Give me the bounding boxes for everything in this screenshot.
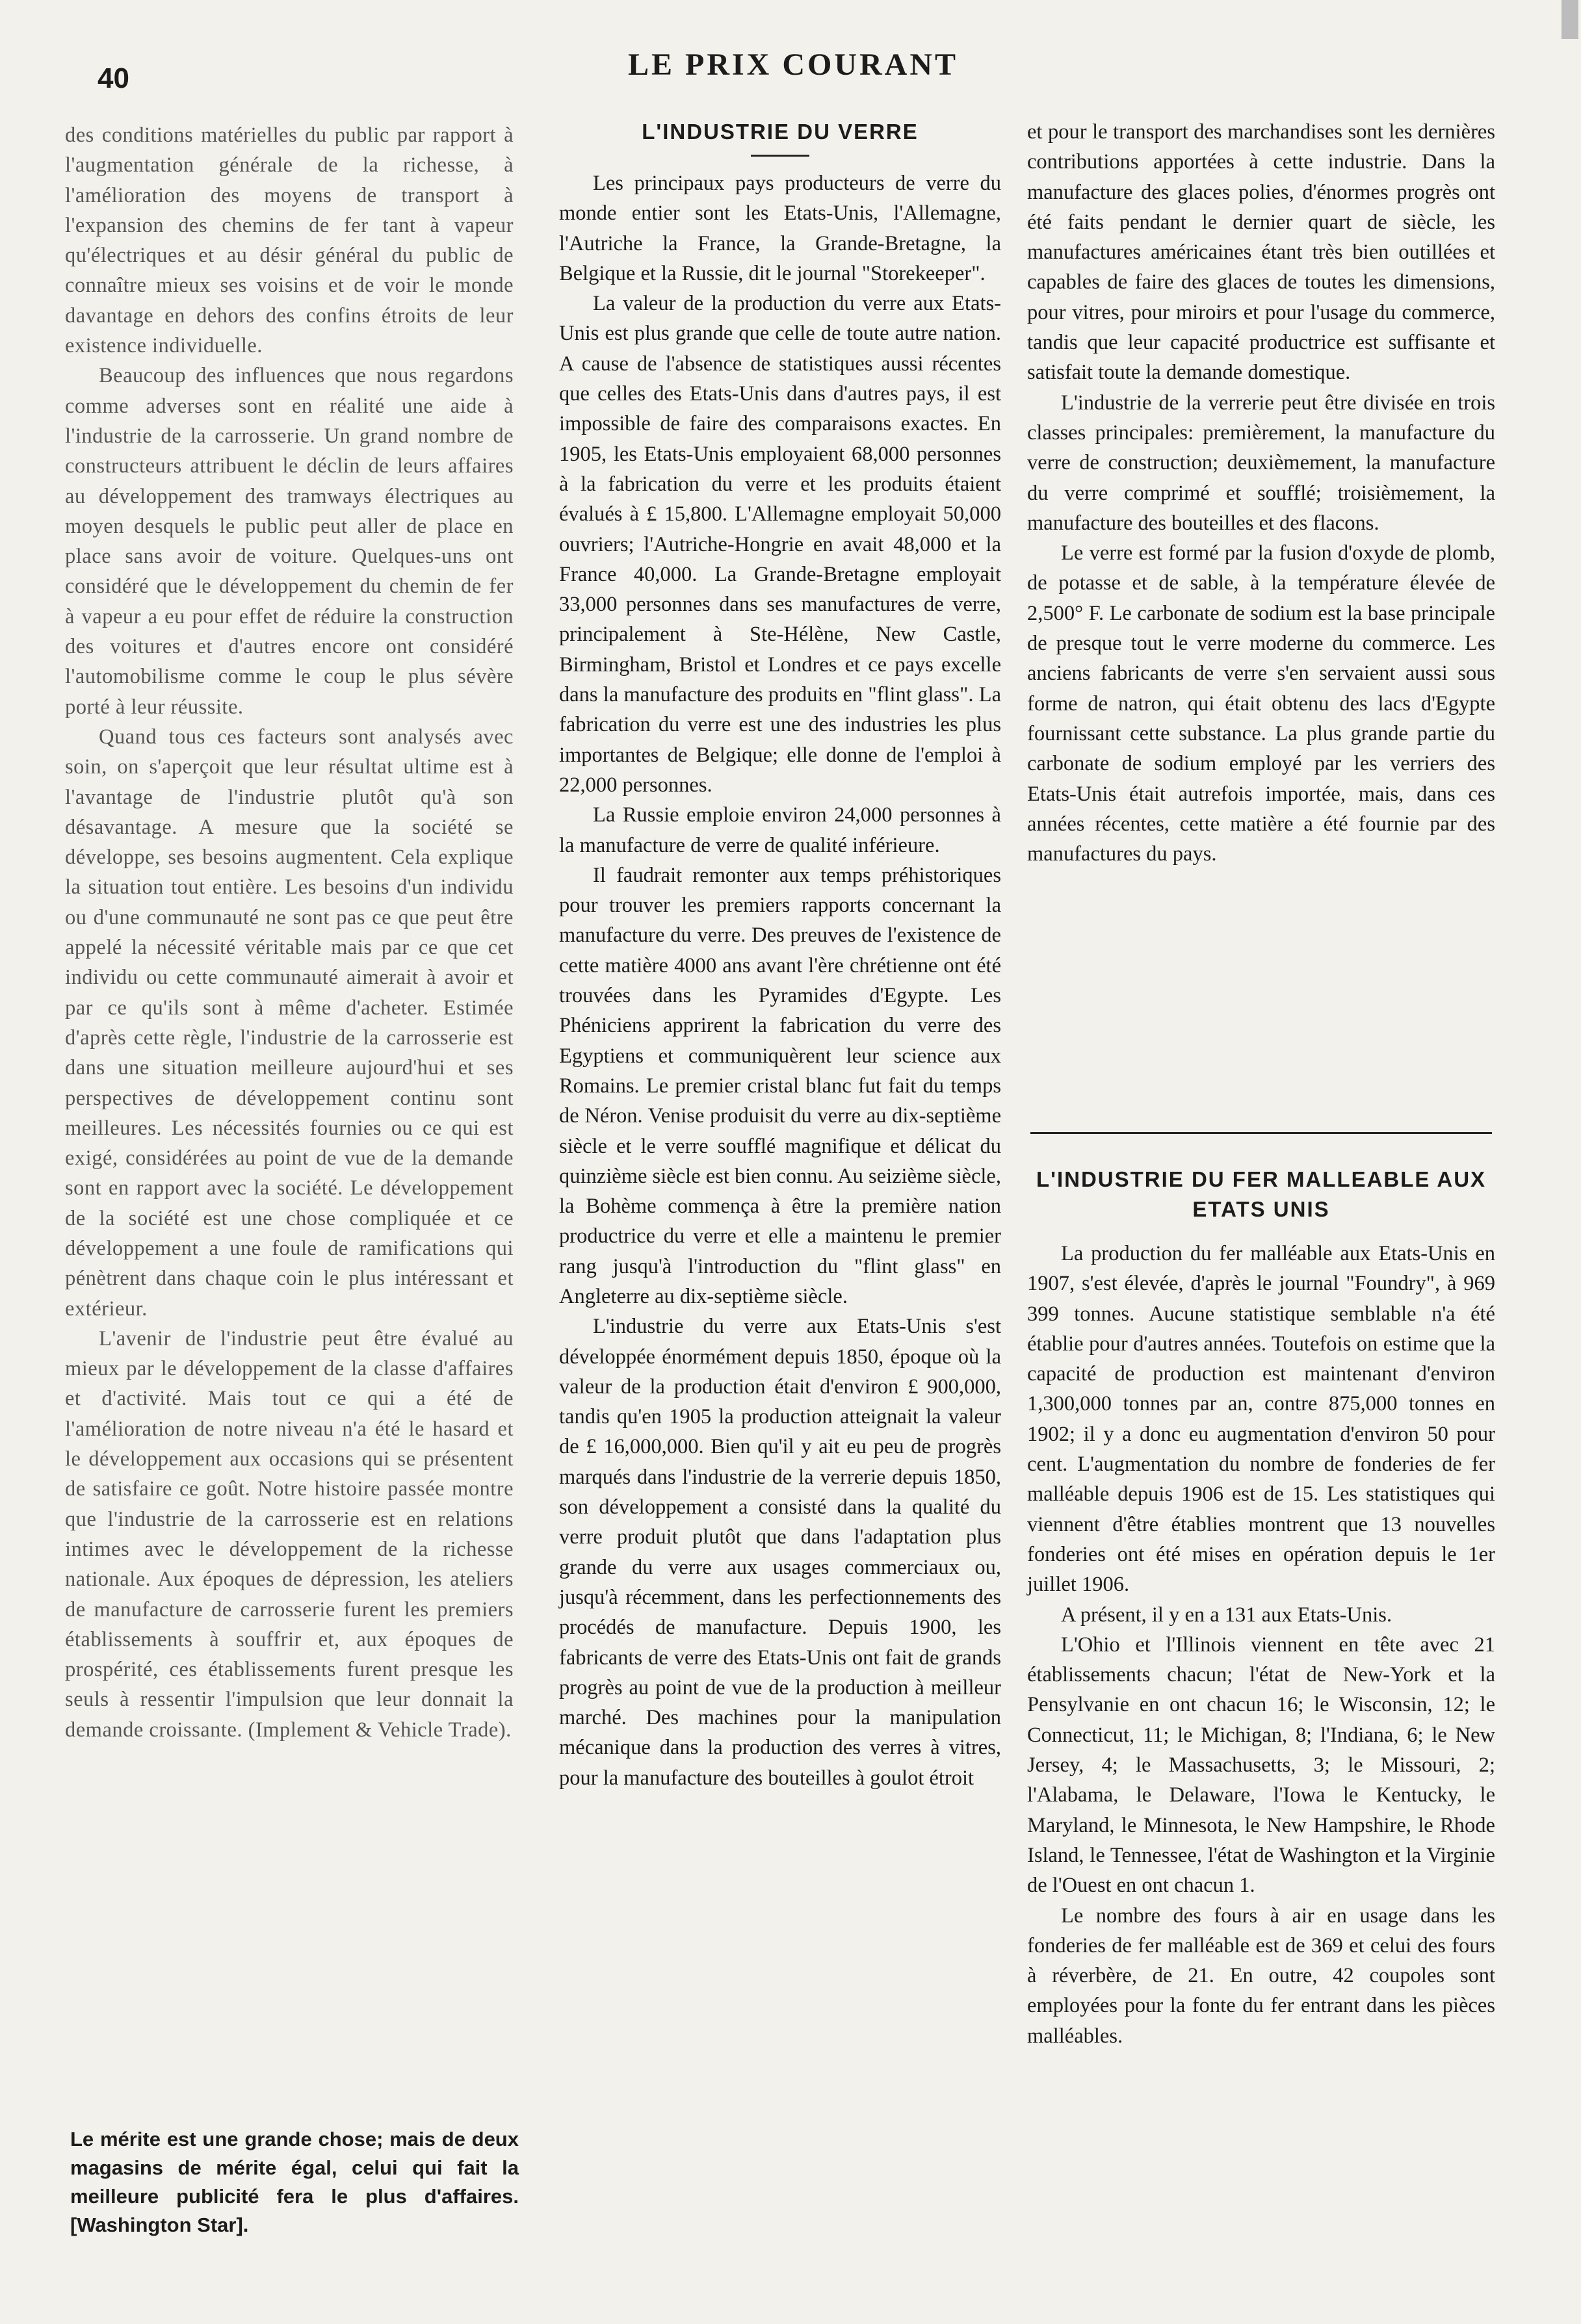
middle-paragraph-2: La valeur de la production du verre aux Etats-Unis est plus grande que celle de toute autre nation. A cause de l'absence de statistiques aussi récentes que celles des Etats-Unis dans d'autres pays, il est impossible de faire des comparaisons exactes. En 1905, les Etats-Unis employaient 68,000 personnes à la fabrication du verre et les produits étaient évalués à £ 15,800. L'Allemagne employait 50,000 ouvriers; l'Autriche-Hongrie en avait 48,000 et la France 40,000. La Grande-Bretagne employait 33,000 personnes dans ses manufactures de verre, principalement à Ste-Hélène, New Castle, Birmingham, Bristol et Londres et ce pays excelle dans la manufacture des produits en "flint glass". La fabrication du verre est une des industries les plus importantes de Belgique; elle donne de l'emploi à 22,000 personnes. [559, 292, 1001, 797]
left-paragraph-2: Beaucoup des influences que nous regardons comme adverses sont en réalité une aide à l'industrie de la carrosserie. Un grand nombre de constructeurs attribuent le déclin de leurs affaires au développement des tramways électriques au moyen desquels le public peut aller de place en place sans avoir de voiture. Quelques-uns ont considéré que le développement du chemin de fer à vapeur a eu pour effet de réduire la construction des voitures et d'autres encore ont considéré l'automobilisme comme le coup le plus sévère porté à leur réussite. [65, 364, 514, 719]
title-rule [751, 155, 809, 157]
right-paragraph-3: Le verre est formé par la fusion d'oxyde de plomb, de potasse et de sable, à la température élevée de 2,500° F. Le carbonate de sodium est la base principale de presque tout le verre moderne du commerce. Les anciens fabricants de verre s'en servaient aussi sous forme de natron, qui était obtenu des lacs d'Egypte fournissant cette substance. La plus grande partie du carbonate de sodium employé par les verriers des Etats-Unis était autrefois importée, mais, dans ces années récentes, cette matière a été fournie par des manufactures du pays. [1027, 541, 1495, 866]
left-paragraph-3: Quand tous ces facteurs sont analysés avec soin, on s'aperçoit que leur résultat ultime est à l'avantage de l'industrie plutôt qu'à son désavantage. A mesure que la société se développe, ses besoins augmentent. Cela explique la situation tout entière. Les besoins d'un individu ou d'une communauté ne sont pas ce que peut être appelé la nécessité véritable mais par ce que cet individu ou cette communauté aimerait à avoir et par ce qu'ils sont à même d'acheter. Estimée d'après cette règle, l'industrie de la carrosserie est dans une situation meilleure aujourd'hui et ses perspectives de développement continu sont meilleures. Les nécessités fournies ou ce qui est exigé, considérées au point de vue de la demande sont en rapport avec la société. Le développement de la société est une chose compliquée et ce développement a une foule de ramifications qui pénètrent dans chaque coin le plus intéressant et extérieur. [65, 725, 514, 1321]
article-title-verre: L'INDUSTRIE DU VERRE [642, 120, 919, 144]
right-paragraph-2: L'industrie de la verrerie peut être divisée en trois classes principales: premièrement, la manufacture du verre de construction; deuxièmement, la manufacture du verre comprimé et soufflé; troisièmement, la manufacture des bouteilles et des flacons. [1027, 391, 1495, 535]
middle-paragraph-4: Il faudrait remonter aux temps préhistoriques pour trouver les premiers rapports concernant la manufacture du verre. Des preuves de l'existence de cette matière 4000 ans avant l'ère chrétienne ont été trouvées dans les Pyramides d'Egypte. Les Phéniciens apprirent la fabrication du verre des Egyptiens et communiquèrent leur science aux Romains. Le premier cristal blanc fut fait du temps de Néron. Venise produisit du verre au dix-septième siècle et le verre soufflé magnifique et délicat du quinzième siècle est bien connu. Au seizième siècle, la Bohème commença à être la première nation productrice du verre et elle a maintenu le premier rang jusqu'à l'introduction du "flint glass" en Angleterre au dix-septième siècle. [559, 863, 1001, 1308]
page-edge-mark [1561, 0, 1578, 39]
page-number: 40 [98, 62, 129, 94]
left-column [65, 120, 514, 1745]
section-divider [1030, 1132, 1492, 1134]
right-section-paragraph-3: L'Ohio et l'Illinois viennent en tête avec 21 établissements chacun; l'état de New-York et la Pensylvanie en ont chacun 16; le Wisconsin, 12; le Connecticut, 11; le Michigan, 8; l'Indiana, 6; le New Jersey, 4; le Massachusetts, 3; le Missouri, 2; l'Alabama, le Delaware, l'Iowa le Kentucky, le Maryland, le Minnesota, le New Hampshire, le Rhode Island, le Tennessee, l'état de Washington et la Virginie de l'Ouest en ont chacun 1. [1027, 1633, 1495, 1898]
left-paragraph-1: des conditions matérielles du public par rapport à l'augmentation générale de la richesse, à l'amélioration des moyens de transport à l'expansion des chemins de fer tant à vapeur qu'électriques et au désir général du public de connaître mieux ses voisins et de voir le monde davantage en dehors des confins étroits de leur existence individuelle. [65, 123, 514, 358]
right-paragraph-1: et pour le transport des marchandises sont les dernières contributions apportées à cette industrie. Dans la manufacture des glaces polies, d'énormes progrès ont été faits pendant le dernier quart de siècle, les manufactures américaines étant très bien outillées et capables de faire des glaces de toutes les dimensions, pour vitres, pour miroirs et pour l'usage du commerce, tandis que leur capacité productrice est suffisante et satisfait toute la demande domestique. [1027, 120, 1495, 385]
right-section-paragraph-2: A présent, il y en a 131 aux Etats-Unis. [1061, 1603, 1392, 1627]
middle-column [559, 117, 1001, 1793]
middle-paragraph-3: La Russie emploie environ 24,000 personnes à la manufacture de verre de qualité inférieure. [559, 803, 1001, 857]
middle-paragraph-1: Les principaux pays producteurs de verre du monde entier sont les Etats-Unis, l'Allemagne, l'Autriche la France, la Grande-Bretagne, la Belgique et la Russie, dit le journal "Storekeeper". [559, 172, 1001, 285]
quote-box: Le mérite est une grande chose; mais de deux magasins de mérite égal, celui qui fait la meilleure publicité fera le plus d'affaires. [Washington Star]. [70, 2128, 519, 2236]
middle-paragraph-5: L'industrie du verre aux Etats-Unis s'est développée énormément depuis 1850, époque où la valeur de la production était d'environ £ 900,000, tandis qu'en 1905 la production atteignait la valeur de £ 16,000,000. Bien qu'il y ait eu peu de progrès marqués dans l'industrie de la verrerie depuis 1850, son développement a consisté dans la qualité du verre produit plutôt que dans l'adaptation plus grande du verre aux usages commerciaux ou, jusqu'à récemment, dans les perfectionnements des procédés de manufacture. Depuis 1900, les fabricants de verre des Etats-Unis ont fait de grands progrès au point de vue de la production à meilleur marché. Des machines pour la manipulation mécanique dans la production des verres à vitres, pour la manufacture des bouteilles à goulot étroit [559, 1315, 1001, 1790]
right-column [1027, 117, 1495, 869]
right-column-section [1027, 1149, 1495, 2051]
masthead: LE PRIX COURANT [627, 47, 959, 82]
article-title-fer: L'INDUSTRIE DU FER MALLEABLE AUX ETATS UNIS [1036, 1167, 1487, 1221]
left-paragraph-4: L'avenir de l'industrie peut être évalué au mieux par le développement de la classe d'affaires et d'activité. Mais tout ce qui a été de l'amélioration de notre niveau n'a été le hasard et le développement aux occasions qui se présentent de satisfaire ce goût. Notre histoire passée montre que l'industrie de la carrosserie est en relations intimes avec le développement de la richesse nationale. Aux époques de dépression, les ateliers de manufacture de carrosserie furent les premiers établissements à souffrir et, aux époques de prospérité, ces établissements furent presque les seuls à ressentir l'impulsion que leur donnait la demande croissante. (Implement & Vehicle Trade). [65, 1326, 514, 1742]
right-section-paragraph-1: La production du fer malléable aux Etats-Unis en 1907, s'est élevée, d'après le journal "Foundry", à 969 399 tonnes. Aucune statistique semblable n'a été établie pour d'autres années. Toutefois on estime que la capacité de production est maintenant d'environ 1,300,000 tonnes par an, contre 875,000 tonnes en 1902; il y a donc eu augmentation d'environ 50 pour cent. L'augmentation du nombre de fonderies de fer malléable depuis 1906 est de 15. Les statistiques qui viennent d'être établies montrent que 13 nouvelles fonderies ont été mises en opération depuis le 1er juillet 1906. [1027, 1242, 1495, 1597]
right-section-paragraph-4: Le nombre des fours à air en usage dans les fonderies de fer malléable est de 369 et celui des fours à réverbère, de 21. En outre, 42 coupoles sont employées pour la fonte du fer entrant dans les pièces malléables. [1027, 1904, 1495, 2048]
